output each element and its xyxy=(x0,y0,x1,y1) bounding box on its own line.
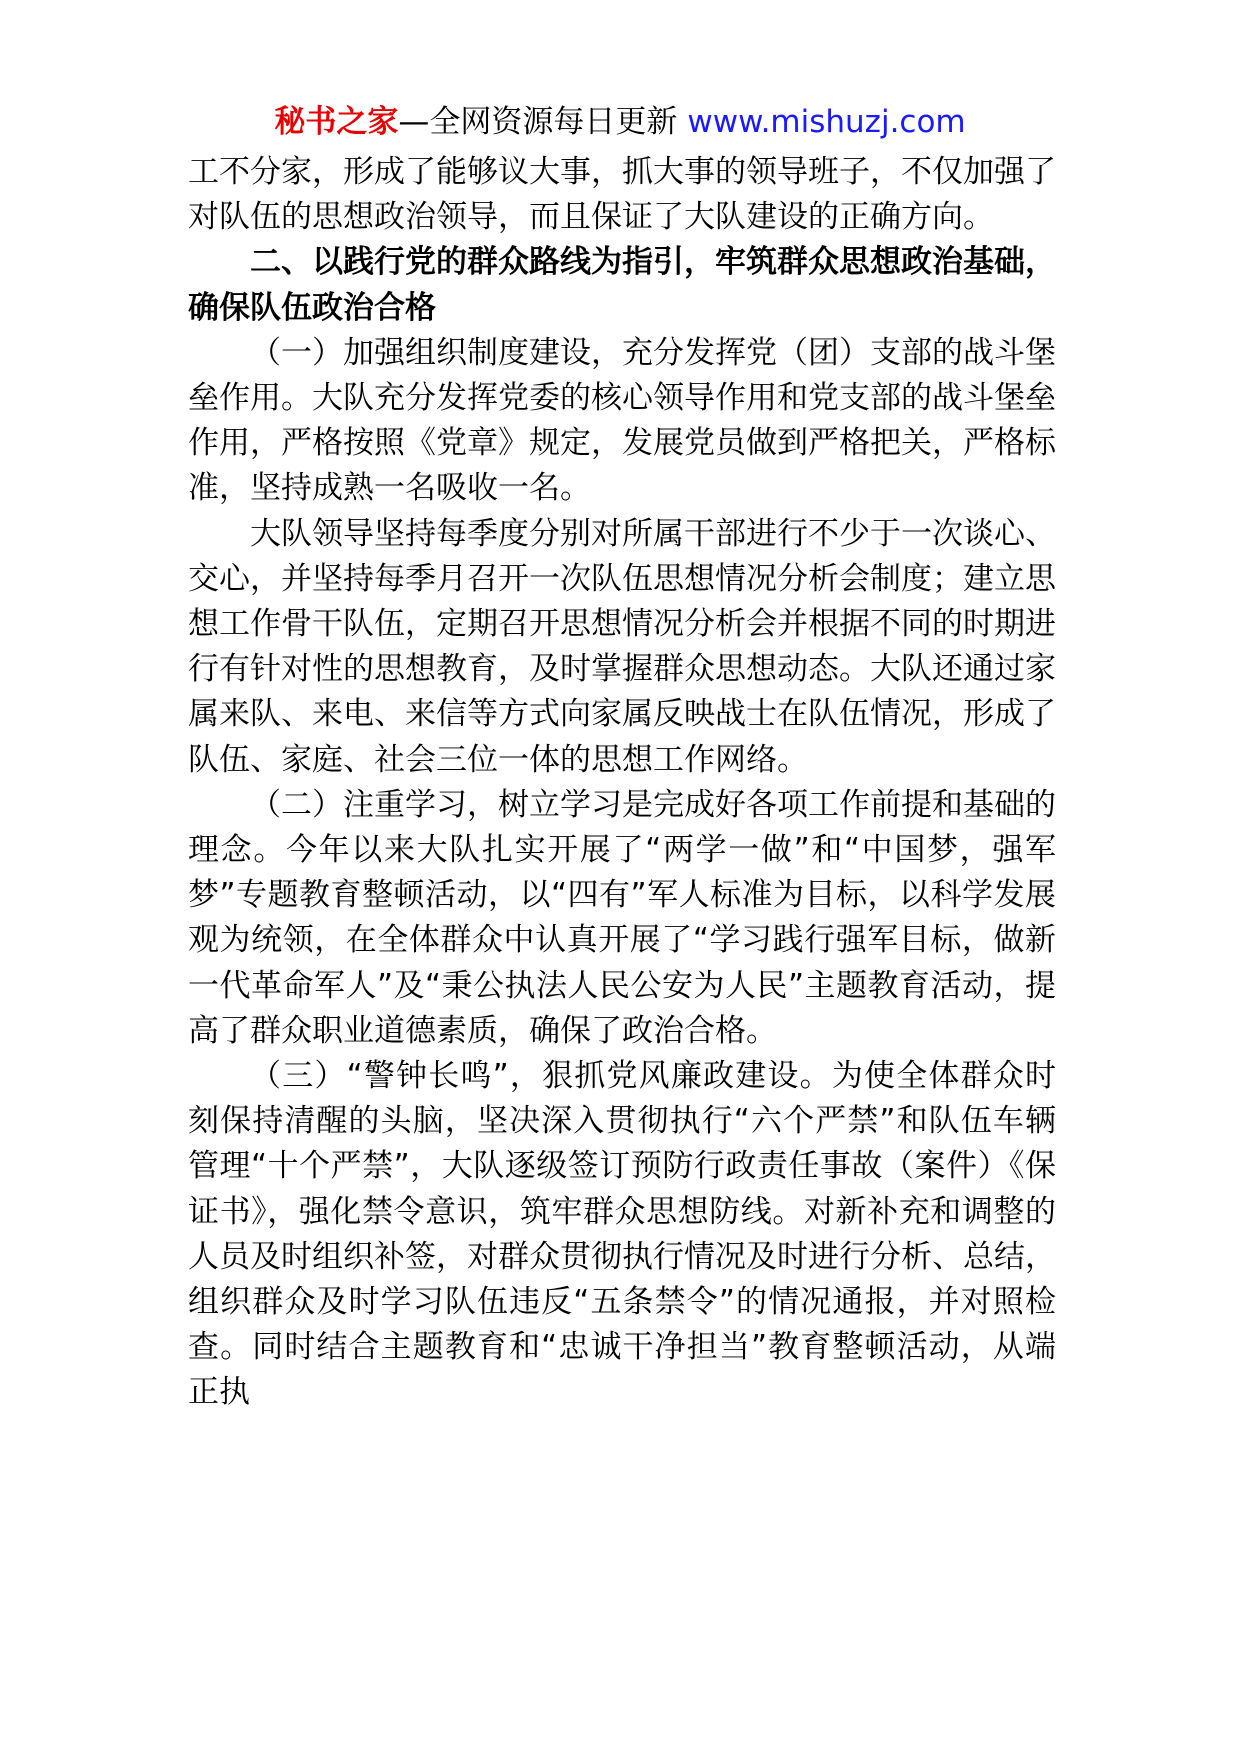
paragraph-continuation: 工不分家，形成了能够议大事，抓大事的领导班子，不仅加强了对队伍的思想政治领导，而且保证了大队建设的正确方向。 xyxy=(188,154,1056,236)
site-brand: 秘书之家 xyxy=(274,104,399,140)
site-url-link[interactable]: www.mishuzj.com xyxy=(687,104,966,140)
page-header xyxy=(0,100,1240,144)
document-body xyxy=(188,150,1056,1416)
paragraph-integrity: （三）“警钟长鸣”，狠抓党风廉政建设。为使全体群众时刻保持清醒的头脑，坚决深入贯彻执行“六个严禁”和队伍车辆管理“十个严禁”，大队逐级签订预防行政责任事故（案件）《保证书》，强化禁令意识，筑牢群众思想防线。对新补充和调整的人员及时组织补签，对群众贯彻执行情况及时进行分析、总结，组织群众及时学习队伍违反“五条禁令”的情况通报，并对照检查。同时结合主题教育和“忠诚干净担当”教育整顿活动，从端正执 xyxy=(188,1058,1056,1411)
section-heading: 二、以践行党的群众路线为指引，牢筑群众思想政治基础，确保队伍政治合格 xyxy=(188,244,1056,326)
paragraph-organization: （一）加强组织制度建设，充分发挥党（团）支部的战斗堡垒作用。大队充分发挥党委的核心领导作用和党支部的战斗堡垒作用，严格按照《党章》规定，发展党员做到严格把关，严格标准，坚持成熟一名吸收一名。 xyxy=(188,334,1056,507)
paragraph-study: （二）注重学习，树立学习是完成好各项工作前提和基础的理念。今年以来大队扎实开展了“两学一做”和“中国梦，强军梦”专题教育整顿活动，以“四有”军人标准为目标，以科学发展观为统领，在全体群众中认真开展了“学习践行强军目标，做新一代革命军人”及“秉公执法人民公安为人民”主题教育活动，提高了群众职业道德素质，确保了政治合格。 xyxy=(188,786,1056,1049)
paragraph-leadership: 大队领导坚持每季度分别对所属干部进行不少于一次谈心、交心，并坚持每季月召开一次队伍思想情况分析会制度；建立思想工作骨干队伍，定期召开思想情况分析会并根据不同的时期进行有针对性的思想教育，及时掌握群众思想动态。大队还通过家属来队、来电、来信等方式向家属反映战士在队伍情况，形成了队伍、家庭、社会三位一体的思想工作网络。 xyxy=(188,515,1056,778)
site-slogan: —全网资源每日更新 xyxy=(398,104,678,140)
